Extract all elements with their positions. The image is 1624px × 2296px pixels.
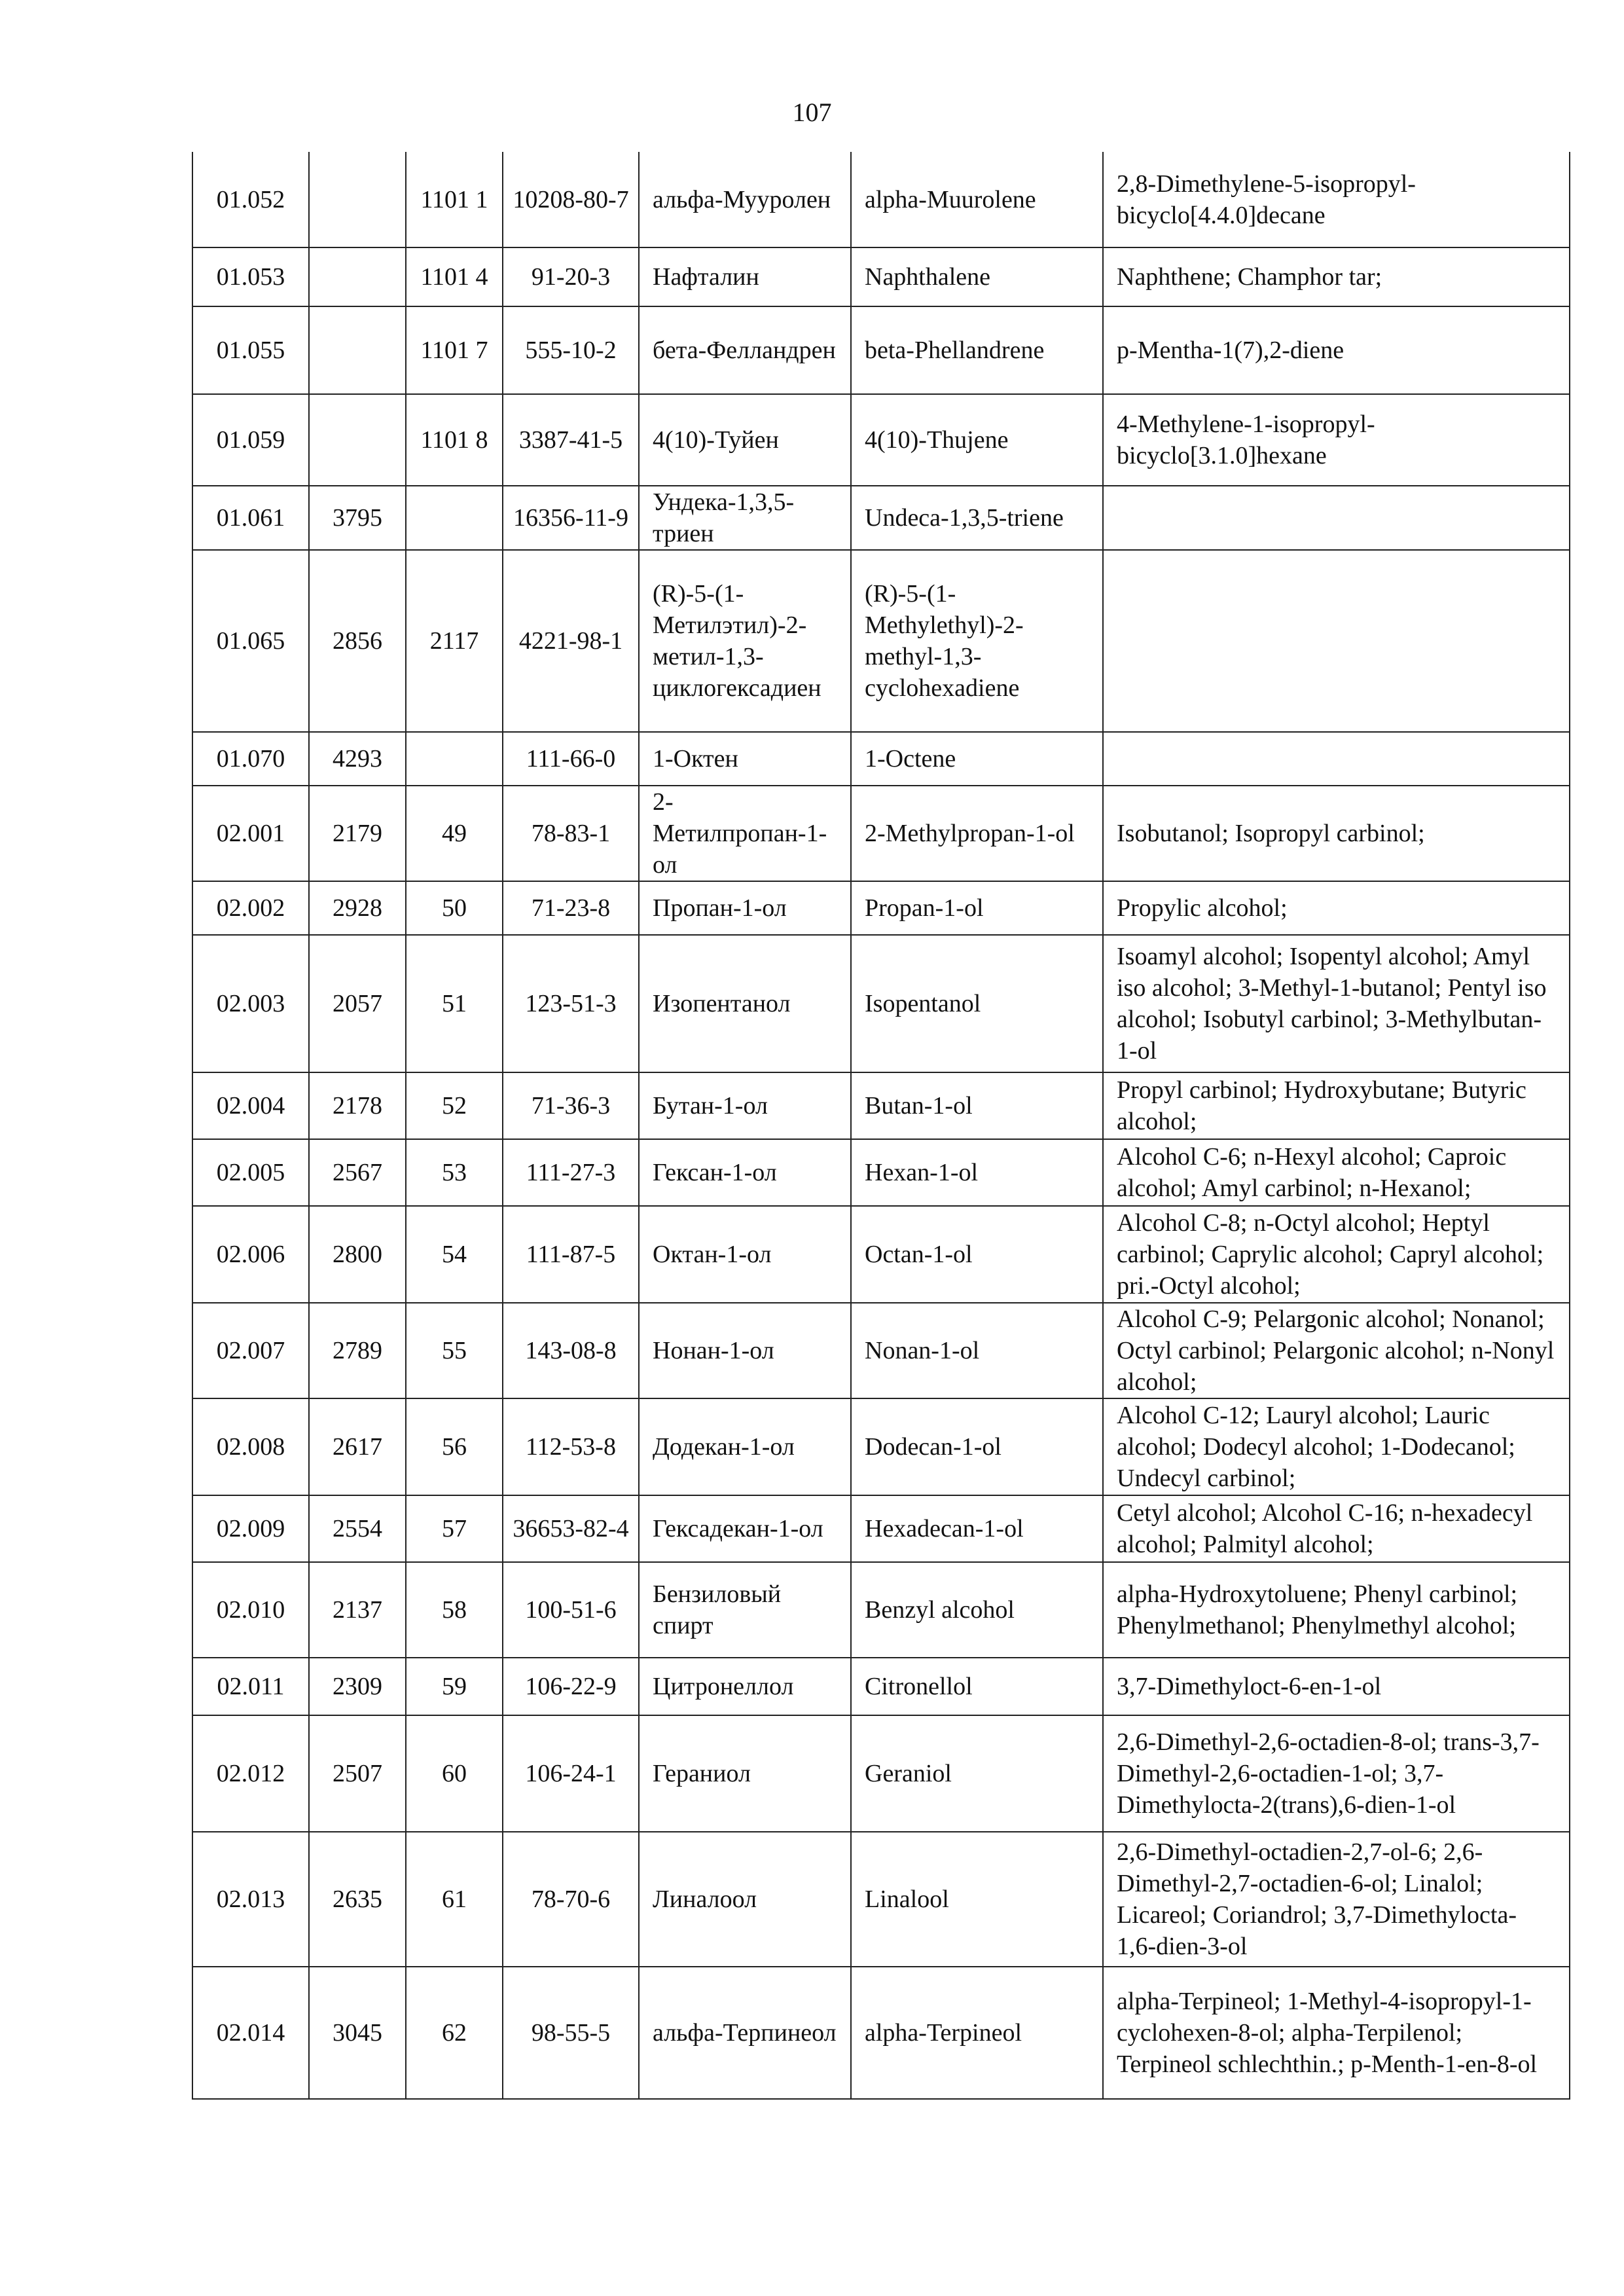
cell-coe: 60	[406, 1715, 503, 1832]
cell-cas: 78-83-1	[503, 786, 639, 881]
table-row	[192, 1303, 1570, 1398]
table-row	[192, 1967, 1570, 2099]
cell-fema: 2507	[309, 1715, 406, 1832]
cell-code: 02.002	[192, 881, 309, 935]
table-row	[192, 394, 1570, 486]
cell-fema: 4293	[309, 732, 406, 786]
cell-name-ru: Нонан-1-ол	[639, 1303, 851, 1398]
cell-synonyms: 2,6-Dimethyl-2,6-octadien-8-ol; trans-3,7-Dimethyl-2,6-octadien-1-ol; 3,7-Dimethylocta-2(trans),6-dien-1-ol	[1103, 1715, 1570, 1832]
cell-coe: 61	[406, 1832, 503, 1967]
cell-code: 02.004	[192, 1072, 309, 1139]
cell-synonyms: Alcohol C-8; n-Octyl alcohol; Heptyl carbinol; Caprylic alcohol; Capryl alcohol; pri.-Octyl alcohol;	[1103, 1206, 1570, 1303]
cell-synonyms	[1103, 486, 1570, 550]
cell-cas: 111-87-5	[503, 1206, 639, 1303]
cell-fema: 2789	[309, 1303, 406, 1398]
cell-coe	[406, 732, 503, 786]
table-row	[192, 1206, 1570, 1303]
cell-name-en: Naphthalene	[851, 247, 1103, 306]
cell-name-en: Hexadecan-1-ol	[851, 1495, 1103, 1562]
cell-code: 02.007	[192, 1303, 309, 1398]
cell-synonyms: 2,8-Dimethylene-5-isopropyl-bicyclo[4.4.0]decane	[1103, 152, 1570, 247]
cell-name-ru: 1-Октен	[639, 732, 851, 786]
cell-coe: 1101 4	[406, 247, 503, 306]
cell-cas: 36653-82-4	[503, 1495, 639, 1562]
cell-fema: 2856	[309, 550, 406, 732]
table-row	[192, 486, 1570, 550]
cell-fema: 2617	[309, 1398, 406, 1495]
cell-fema: 2178	[309, 1072, 406, 1139]
table-row	[192, 935, 1570, 1072]
cell-code: 02.013	[192, 1832, 309, 1967]
table-row	[192, 550, 1570, 732]
cell-name-ru: 2-Метилпропан-1-ол	[639, 786, 851, 881]
cell-coe: 49	[406, 786, 503, 881]
cell-name-ru: Линалоол	[639, 1832, 851, 1967]
cell-fema: 2800	[309, 1206, 406, 1303]
cell-name-en: (R)-5-(1-Methylethyl)-2-methyl-1,3-cyclohexadiene	[851, 550, 1103, 732]
cell-fema: 3045	[309, 1967, 406, 2099]
table-row	[192, 1832, 1570, 1967]
cell-code: 01.053	[192, 247, 309, 306]
cell-name-en: Propan-1-ol	[851, 881, 1103, 935]
cell-cas: 71-23-8	[503, 881, 639, 935]
cell-name-ru: Октан-1-ол	[639, 1206, 851, 1303]
table-row	[192, 1495, 1570, 1562]
cell-cas: 123-51-3	[503, 935, 639, 1072]
cell-fema: 2309	[309, 1658, 406, 1715]
cell-synonyms	[1103, 732, 1570, 786]
flavouring-substances-table	[192, 152, 1570, 2100]
cell-name-en: 1-Octene	[851, 732, 1103, 786]
cell-synonyms: Alcohol C-6; n-Hexyl alcohol; Caproic alcohol; Amyl carbinol; n-Hexanol;	[1103, 1139, 1570, 1206]
cell-name-ru: Додекан-1-ол	[639, 1398, 851, 1495]
cell-fema: 2928	[309, 881, 406, 935]
cell-synonyms: Isoamyl alcohol; Isopentyl alcohol; Amyl iso alcohol; 3-Methyl-1-butanol; Pentyl iso alcohol; Isobutyl carbinol; 3-Methylbutan-1-ol	[1103, 935, 1570, 1072]
cell-synonyms: Naphthene; Champhor tar;	[1103, 247, 1570, 306]
cell-name-en: Isopentanol	[851, 935, 1103, 1072]
table-row	[192, 1139, 1570, 1206]
cell-name-ru: Изопентанол	[639, 935, 851, 1072]
cell-cas: 111-27-3	[503, 1139, 639, 1206]
cell-name-en: Dodecan-1-ol	[851, 1398, 1103, 1495]
table-row	[192, 1715, 1570, 1832]
cell-name-en: Hexan-1-ol	[851, 1139, 1103, 1206]
cell-name-ru: (R)-5-(1-Метилэтил)-2-метил-1,3-циклогексадиен	[639, 550, 851, 732]
cell-cas: 106-24-1	[503, 1715, 639, 1832]
cell-coe: 57	[406, 1495, 503, 1562]
cell-name-ru: Пропан-1-ол	[639, 881, 851, 935]
cell-fema	[309, 247, 406, 306]
cell-code: 02.001	[192, 786, 309, 881]
table-row	[192, 306, 1570, 394]
cell-cas: 91-20-3	[503, 247, 639, 306]
cell-fema: 2137	[309, 1562, 406, 1658]
cell-coe: 1101 7	[406, 306, 503, 394]
cell-name-en: beta-Phellandrene	[851, 306, 1103, 394]
cell-cas: 143-08-8	[503, 1303, 639, 1398]
cell-code: 01.052	[192, 152, 309, 247]
cell-cas: 10208-80-7	[503, 152, 639, 247]
cell-cas: 3387-41-5	[503, 394, 639, 486]
cell-synonyms: 4-Methylene-1-isopropyl-bicyclo[3.1.0]hexane	[1103, 394, 1570, 486]
cell-name-en: 2-Methylpropan-1-ol	[851, 786, 1103, 881]
table-row	[192, 1658, 1570, 1715]
cell-name-ru: Ундека-1,3,5-триен	[639, 486, 851, 550]
cell-fema: 2635	[309, 1832, 406, 1967]
cell-name-ru: Гексадекан-1-ол	[639, 1495, 851, 1562]
table-row	[192, 152, 1570, 247]
cell-name-ru: альфа-Мууролен	[639, 152, 851, 247]
cell-code: 02.014	[192, 1967, 309, 2099]
cell-name-ru: Бензиловый спирт	[639, 1562, 851, 1658]
cell-coe: 2117	[406, 550, 503, 732]
cell-synonyms: Alcohol C-9; Pelargonic alcohol; Nonanol; Octyl carbinol; Pelargonic alcohol; n-Nonyl alcohol;	[1103, 1303, 1570, 1398]
cell-cas: 112-53-8	[503, 1398, 639, 1495]
cell-coe: 56	[406, 1398, 503, 1495]
cell-name-en: alpha-Terpineol	[851, 1967, 1103, 2099]
cell-code: 01.070	[192, 732, 309, 786]
cell-synonyms: alpha-Hydroxytoluene; Phenyl carbinol; Phenylmethanol; Phenylmethyl alcohol;	[1103, 1562, 1570, 1658]
cell-synonyms: Propyl carbinol; Hydroxybutane; Butyric alcohol;	[1103, 1072, 1570, 1139]
cell-synonyms: Isobutanol; Isopropyl carbinol;	[1103, 786, 1570, 881]
cell-name-ru: Бутан-1-ол	[639, 1072, 851, 1139]
cell-cas: 555-10-2	[503, 306, 639, 394]
cell-fema: 2554	[309, 1495, 406, 1562]
table-row	[192, 1562, 1570, 1658]
flavouring-substances-table-container	[192, 152, 1569, 2100]
page-number: 107	[792, 98, 832, 127]
cell-synonyms: Cetyl alcohol; Alcohol C-16; n-hexadecyl alcohol; Palmityl alcohol;	[1103, 1495, 1570, 1562]
cell-name-en: alpha-Muurolene	[851, 152, 1103, 247]
cell-coe: 59	[406, 1658, 503, 1715]
cell-code: 02.006	[192, 1206, 309, 1303]
cell-synonyms: 2,6-Dimethyl-octadien-2,7-ol-6; 2,6-Dimethyl-2,7-octadien-6-ol; Linalol; Licareol; Coriandrol; 3,7-Dimethylocta-1,6-dien-3-ol	[1103, 1832, 1570, 1967]
cell-name-ru: альфа-Терпинеол	[639, 1967, 851, 2099]
cell-synonyms: Alcohol C-12; Lauryl alcohol; Lauric alcohol; Dodecyl alcohol; 1-Dodecanol; Undecyl carbinol;	[1103, 1398, 1570, 1495]
cell-cas: 78-70-6	[503, 1832, 639, 1967]
cell-name-ru: Цитронеллол	[639, 1658, 851, 1715]
cell-name-en: Linalool	[851, 1832, 1103, 1967]
table-body	[192, 152, 1570, 2099]
cell-name-en: Octan-1-ol	[851, 1206, 1103, 1303]
cell-name-en: Geraniol	[851, 1715, 1103, 1832]
cell-code: 01.055	[192, 306, 309, 394]
cell-code: 01.059	[192, 394, 309, 486]
cell-name-ru: 4(10)-Туйен	[639, 394, 851, 486]
cell-code: 02.009	[192, 1495, 309, 1562]
cell-code: 02.003	[192, 935, 309, 1072]
cell-coe: 1101 8	[406, 394, 503, 486]
cell-coe: 51	[406, 935, 503, 1072]
cell-name-ru: Нафталин	[639, 247, 851, 306]
cell-cas: 98-55-5	[503, 1967, 639, 2099]
cell-coe	[406, 486, 503, 550]
cell-coe: 62	[406, 1967, 503, 2099]
table-row	[192, 786, 1570, 881]
cell-fema	[309, 306, 406, 394]
cell-code: 02.010	[192, 1562, 309, 1658]
cell-coe: 55	[406, 1303, 503, 1398]
cell-synonyms: 3,7-Dimethyloct-6-en-1-ol	[1103, 1658, 1570, 1715]
cell-cas: 100-51-6	[503, 1562, 639, 1658]
cell-code: 02.012	[192, 1715, 309, 1832]
cell-fema	[309, 152, 406, 247]
table-row	[192, 1398, 1570, 1495]
cell-fema: 2179	[309, 786, 406, 881]
cell-synonyms: Propylic alcohol;	[1103, 881, 1570, 935]
cell-synonyms: p-Mentha-1(7),2-diene	[1103, 306, 1570, 394]
cell-fema	[309, 394, 406, 486]
cell-coe: 53	[406, 1139, 503, 1206]
table-row	[192, 247, 1570, 306]
cell-fema: 2057	[309, 935, 406, 1072]
cell-name-en: Citronellol	[851, 1658, 1103, 1715]
table-row	[192, 881, 1570, 935]
cell-coe: 1101 1	[406, 152, 503, 247]
cell-synonyms: alpha-Terpineol; 1-Methyl-4-isopropyl-1-cyclohexen-8-ol; alpha-Terpilenol; Terpineol schlechthin.; p-Menth-1-en-8-ol	[1103, 1967, 1570, 2099]
cell-code: 01.061	[192, 486, 309, 550]
cell-coe: 50	[406, 881, 503, 935]
cell-cas: 71-36-3	[503, 1072, 639, 1139]
cell-cas: 111-66-0	[503, 732, 639, 786]
cell-name-en: Benzyl alcohol	[851, 1562, 1103, 1658]
cell-name-ru: Гераниол	[639, 1715, 851, 1832]
cell-cas: 4221-98-1	[503, 550, 639, 732]
cell-fema: 2567	[309, 1139, 406, 1206]
cell-cas: 106-22-9	[503, 1658, 639, 1715]
cell-coe: 52	[406, 1072, 503, 1139]
cell-fema: 3795	[309, 486, 406, 550]
table-row	[192, 1072, 1570, 1139]
cell-name-ru: Гексан-1-ол	[639, 1139, 851, 1206]
cell-code: 02.008	[192, 1398, 309, 1495]
cell-code: 02.005	[192, 1139, 309, 1206]
cell-code: 02.011	[192, 1658, 309, 1715]
cell-name-en: 4(10)-Thujene	[851, 394, 1103, 486]
cell-coe: 54	[406, 1206, 503, 1303]
cell-name-en: Nonan-1-ol	[851, 1303, 1103, 1398]
cell-coe: 58	[406, 1562, 503, 1658]
cell-cas: 16356-11-9	[503, 486, 639, 550]
cell-synonyms	[1103, 550, 1570, 732]
table-row	[192, 732, 1570, 786]
cell-name-en: Undeca-1,3,5-triene	[851, 486, 1103, 550]
cell-code: 01.065	[192, 550, 309, 732]
cell-name-ru: бета-Фелландрен	[639, 306, 851, 394]
cell-name-en: Butan-1-ol	[851, 1072, 1103, 1139]
